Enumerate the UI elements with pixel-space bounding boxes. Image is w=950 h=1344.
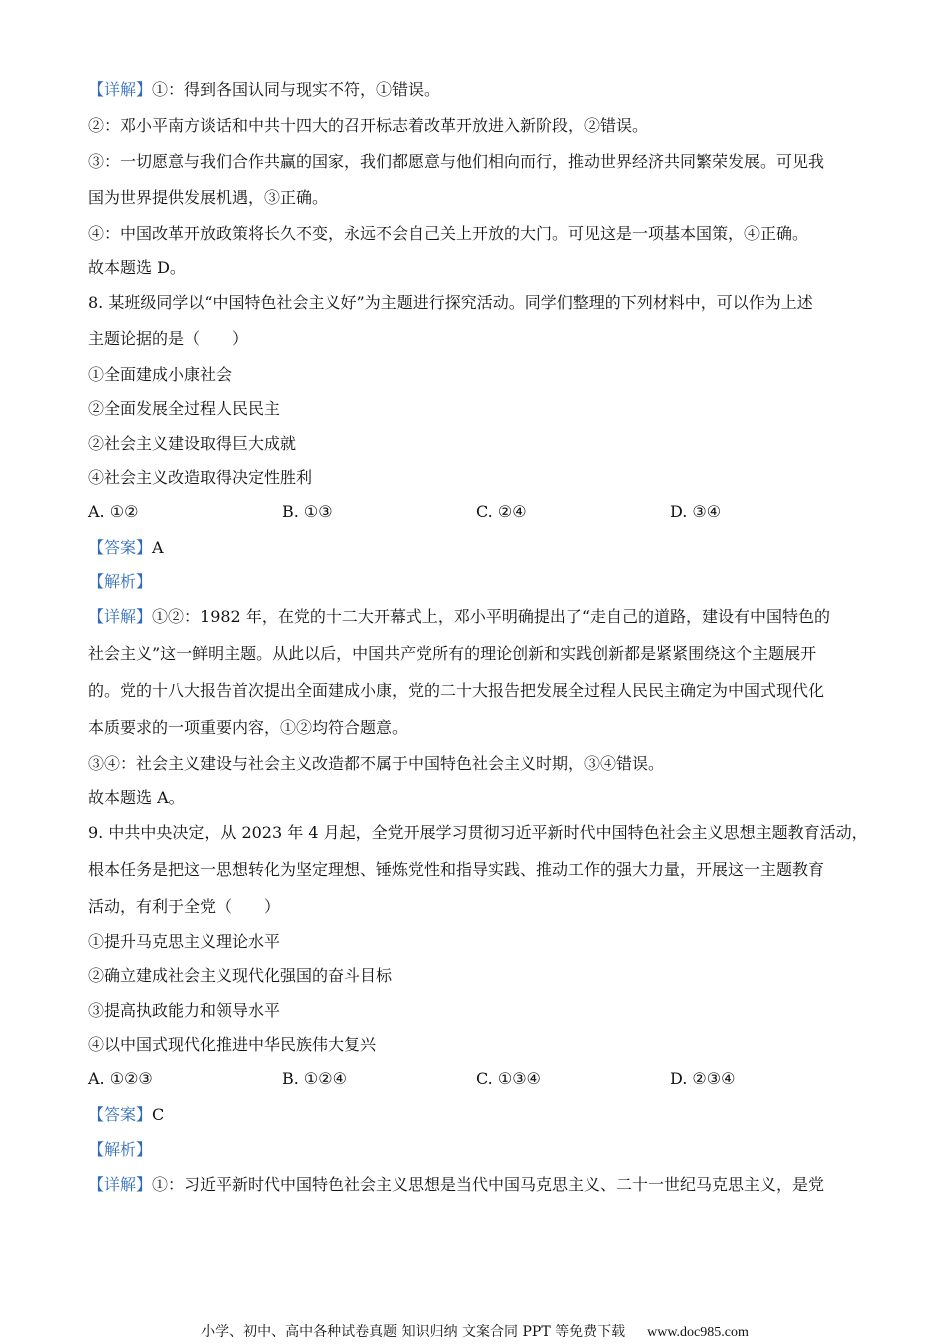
q8-option-d: D. ③④ (670, 502, 722, 521)
detail-tag: 【详解】 (88, 607, 153, 626)
q9-item: ③提高执政能力和领导水平 (88, 1001, 281, 1020)
answer-tag: 【答案】 (88, 538, 153, 557)
q9-stem-line: 9. 中共中央决定，从 2023 年 4 月起，全党开展学习贯彻习近平新时代中国特色社会主义思想主题教育活动， (88, 823, 868, 842)
q9-option-b: B. ①②④ (282, 1069, 347, 1088)
answer-tag: 【答案】 (88, 1105, 153, 1124)
q7-conclusion: 故本题选 D。 (88, 258, 186, 277)
q9-answer: 【答案】C (88, 1105, 165, 1124)
q7-detail-line: ③：一切愿意与我们合作共赢的国家，我们都愿意与他们相向而行，推动世界经济共同繁荣发展。可见我 (88, 152, 825, 171)
q8-stem-line: 8. 某班级同学以“中国特色社会主义好”为主题进行探究活动。同学们整理的下列材料中，可以作为上述 (88, 293, 813, 312)
q8-answer: 【答案】A (88, 538, 164, 557)
q8-item: ②社会主义建设取得巨大成就 (88, 434, 297, 453)
detail-tag: 【详解】 (88, 80, 153, 99)
q9-stem-line: 根本任务是把这一思想转化为坚定理想、锤炼党性和指导实践、推动工作的强大力量，开展这一主题教育 (88, 860, 825, 879)
page-footer (0, 1322, 950, 1343)
q8-option-b: B. ①③ (282, 502, 333, 521)
q8-conclusion: 故本题选 A。 (88, 788, 185, 807)
q8-detail-line: ③④：社会主义建设与社会主义改造都不属于中国特色社会主义时期，③④错误。 (88, 754, 665, 773)
footer-text: 小学、初中、高中各种试卷真题 知识归纳 文案合同 PPT 等免费下载 (201, 1324, 626, 1340)
q9-options (88, 1067, 878, 1091)
q9-analysis-tag: 【解析】 (88, 1140, 153, 1159)
q7-detail-line: ②：邓小平南方谈话和中共十四大的召开标志着改革开放进入新阶段，②错误。 (88, 116, 649, 135)
q8-item: ①全面建成小康社会 (88, 365, 233, 384)
q8-detail-line: 社会主义”这一鲜明主题。从此以后，中国共产党所有的理论创新和实践创新都是紧紧围绕这个主题展开 (88, 644, 817, 663)
q9-detail-line: 【详解】①：习近平新时代中国特色社会主义思想是当代中国马克思主义、二十一世纪马克思主义，是党 (88, 1175, 825, 1194)
q8-stem-line: 主题论据的是（ ） (88, 329, 249, 348)
q8-item: ②全面发展全过程人民民主 (88, 399, 281, 418)
q8-item: ④社会主义改造取得决定性胜利 (88, 468, 313, 487)
q8-detail-line: 【详解】①②：1982 年，在党的十二大开幕式上，邓小平明确提出了“走自己的道路，建设有中国特色的 (88, 607, 831, 626)
q8-option-a: A. ①② (88, 502, 139, 521)
footer-url[interactable]: www.doc985.com (647, 1325, 749, 1340)
q8-detail-line: 本质要求的一项重要内容，①②均符合题意。 (88, 718, 409, 737)
q9-option-c: C. ①③④ (476, 1069, 541, 1088)
q9-item: ①提升马克思主义理论水平 (88, 932, 281, 951)
q9-item: ②确立建成社会主义现代化强国的奋斗目标 (88, 966, 393, 985)
q8-detail-line: 的。党的十八大报告首次提出全面建成小康，党的二十大报告把发展全过程人民民主确定为中国式现代化 (88, 681, 825, 700)
q8-options (88, 500, 878, 524)
detail-tag: 【详解】 (88, 1175, 153, 1194)
q8-analysis-tag: 【解析】 (88, 572, 153, 591)
q7-detail-line: 【详解】①：得到各国认同与现实不符，①错误。 (88, 80, 441, 99)
q7-detail-line: 国为世界提供发展机遇，③正确。 (88, 188, 329, 207)
q9-item: ④以中国式现代化推进中华民族伟大复兴 (88, 1035, 377, 1054)
q8-option-c: C. ②④ (476, 502, 527, 521)
q9-option-a: A. ①②③ (88, 1069, 153, 1088)
q9-option-d: D. ②③④ (670, 1069, 736, 1088)
q9-stem-line: 活动，有利于全党（ ） (88, 897, 281, 916)
q7-detail-line: ④：中国改革开放政策将长久不变，永远不会自己关上开放的大门。可见这是一项基本国策，④正确。 (88, 224, 809, 243)
